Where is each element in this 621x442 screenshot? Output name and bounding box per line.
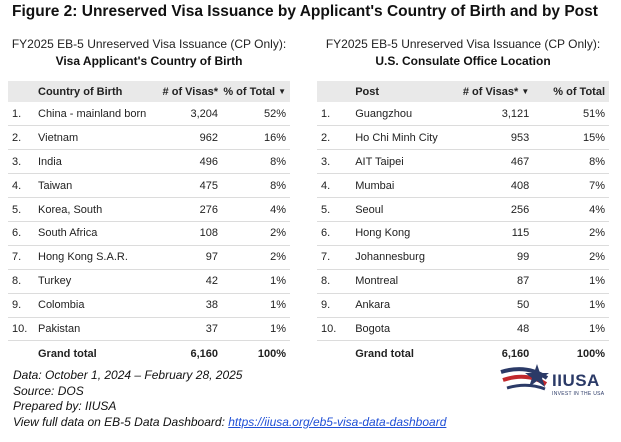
prepared-by-note: Prepared by: IIUSA [13,399,117,413]
footnotes [13,368,446,430]
consulate-location-table [317,81,609,366]
dashboard-link[interactable]: https://iiusa.org/eb5-visa-data-dashboard [228,414,447,429]
post-name: Johannesburg [355,245,463,269]
country-name: Pakistan [38,317,162,341]
table-row [8,245,290,269]
percent-of-total: 7% [529,174,609,198]
percent-of-total: 52% [218,102,290,126]
table-row [317,317,609,341]
index-header [8,81,38,102]
visa-count: 48 [463,317,529,341]
post-name: Ankara [355,293,463,317]
country-name: Korea, South [38,198,162,222]
row-index: 7. [8,245,38,269]
row-index: 4. [317,174,355,198]
country-name: South Africa [38,221,162,245]
percent-of-total: 2% [218,221,290,245]
row-index: 2. [317,126,355,150]
visa-count: 108 [162,221,218,245]
country-name: Hong Kong S.A.R. [38,245,162,269]
grand-total-visas: 6,160 [190,347,218,360]
table-row [8,174,290,198]
country-of-birth-table [8,81,290,366]
grand-total-row [8,341,290,366]
row-index: 3. [8,150,38,174]
post-name: Guangzhou [355,102,463,126]
row-index: 9. [8,293,38,317]
table-row [317,126,609,150]
visa-count: 38 [162,293,218,317]
percent-of-total: 8% [529,150,609,174]
table-row [8,221,290,245]
country-name: India [38,150,162,174]
post-name: Mumbai [355,174,463,198]
visa-count: 408 [463,174,529,198]
row-index: 2. [8,126,38,150]
percent-of-total: 2% [218,245,290,269]
country-name: Turkey [38,269,162,293]
dashboard-note [13,415,446,431]
table-row [8,102,290,126]
visa-count: 3,204 [162,102,218,126]
row-index: 10. [8,317,38,341]
total-index [317,341,355,366]
percent-of-total: 1% [218,293,290,317]
visa-count: 962 [162,126,218,150]
row-index: 5. [317,198,355,222]
table-row [317,269,609,293]
logo-tagline: INVEST IN THE USA [552,391,605,397]
row-index: 7. [317,245,355,269]
figure-title: Figure 2: Unreserved Visa Issuance by Applicant's Country of Birth and by Post [12,3,598,20]
visa-count: 50 [463,293,529,317]
row-index: 8. [317,269,355,293]
table-row [8,269,290,293]
post-name: Hong Kong [355,221,463,245]
visa-count: 115 [463,221,529,245]
country-of-birth-header[interactable]: Country of Birth [38,81,162,102]
percent-of-total: 8% [218,174,290,198]
percent-of-total: 1% [529,317,609,341]
table-header-row [8,81,290,102]
visa-count: 467 [463,150,529,174]
visa-count: 496 [162,150,218,174]
percent-of-total: 2% [529,221,609,245]
percent-header[interactable] [218,81,290,102]
row-index: 1. [317,102,355,126]
percent-of-total: 4% [529,198,609,222]
row-index: 10. [317,317,355,341]
post-name: AIT Taipei [355,150,463,174]
dashboard-note-prefix: View full data on EB-5 Data Dashboard: [13,414,229,429]
row-index: 1. [8,102,38,126]
percent-of-total: 1% [218,269,290,293]
table-row [8,126,290,150]
table-row [8,317,290,341]
index-header [317,81,355,102]
percent-of-total: 8% [218,150,290,174]
grand-total-label: Grand total [38,347,97,360]
visa-count: 475 [162,174,218,198]
visa-count: 276 [162,198,218,222]
percent-of-total: 1% [529,293,609,317]
visas-header[interactable] [463,81,529,102]
caret-down-icon[interactable]: ▼ [278,86,286,96]
visa-count: 3,121 [463,102,529,126]
visa-count: 42 [162,269,218,293]
visas-header-label: # of Visas* [462,85,519,98]
visa-count: 87 [463,269,529,293]
grand-total-label: Grand total [355,347,414,360]
table-row [317,150,609,174]
country-name: Colombia [38,293,162,317]
right-table-title-line1: FY2025 EB-5 Unreserved Visa Issuance (CP Only): [325,37,601,51]
left-table-title-line2: Visa Applicant's Country of Birth [55,54,243,68]
consulate-location-panel [317,36,609,366]
right-table-title-line2: U.S. Consulate Office Location [375,54,551,68]
table-row [317,198,609,222]
table-row [317,221,609,245]
row-index: 8. [8,269,38,293]
caret-down-icon[interactable]: ▼ [521,86,530,96]
row-index: 4. [8,174,38,198]
percent-of-total: 15% [529,126,609,150]
visa-count: 37 [162,317,218,341]
table-row [317,245,609,269]
visas-header[interactable]: # of Visas* [162,81,218,102]
table-row [8,198,290,222]
table-header-row [317,81,609,102]
percent-of-total: 2% [529,245,609,269]
logo-wordmark: IIUSA [552,371,600,390]
table-row [317,102,609,126]
table-row [8,150,290,174]
data-range-note: Data: October 1, 2024 – February 28, 2025 [13,368,243,382]
post-header[interactable]: Post [355,81,463,102]
table-row [8,293,290,317]
grand-total-visas: 6,160 [501,347,530,360]
percent-of-total: 1% [529,269,609,293]
country-name: China - mainland born [38,102,162,126]
row-index: 3. [317,150,355,174]
visa-count: 97 [162,245,218,269]
grand-total-percent: 100% [576,347,605,360]
country-name: Taiwan [38,174,162,198]
percent-header[interactable]: % of Total [529,81,609,102]
left-table-title-line1: FY2025 EB-5 Unreserved Visa Issuance (CP Only): [11,37,287,51]
post-name: Montreal [355,269,463,293]
visa-count: 256 [463,198,529,222]
percent-of-total: 16% [218,126,290,150]
row-index: 6. [8,221,38,245]
row-index: 9. [317,293,355,317]
source-note: Source: DOS [13,383,84,398]
table-row [317,174,609,198]
percent-of-total: 4% [218,198,290,222]
percent-of-total: 1% [218,317,290,341]
visa-count: 953 [463,126,529,150]
country-of-birth-panel [8,36,290,366]
row-index: 6. [317,221,355,245]
country-name: Vietnam [38,126,162,150]
row-index: 5. [8,198,38,222]
percent-of-total: 51% [529,102,609,126]
total-index [8,341,38,366]
visa-count: 99 [463,245,529,269]
grand-total-percent: 100% [257,347,286,360]
post-name: Bogota [355,317,463,341]
post-name: Seoul [355,198,463,222]
post-name: Ho Chi Minh City [355,126,463,150]
percent-header-label: % of Total [223,85,276,98]
table-row [317,293,609,317]
